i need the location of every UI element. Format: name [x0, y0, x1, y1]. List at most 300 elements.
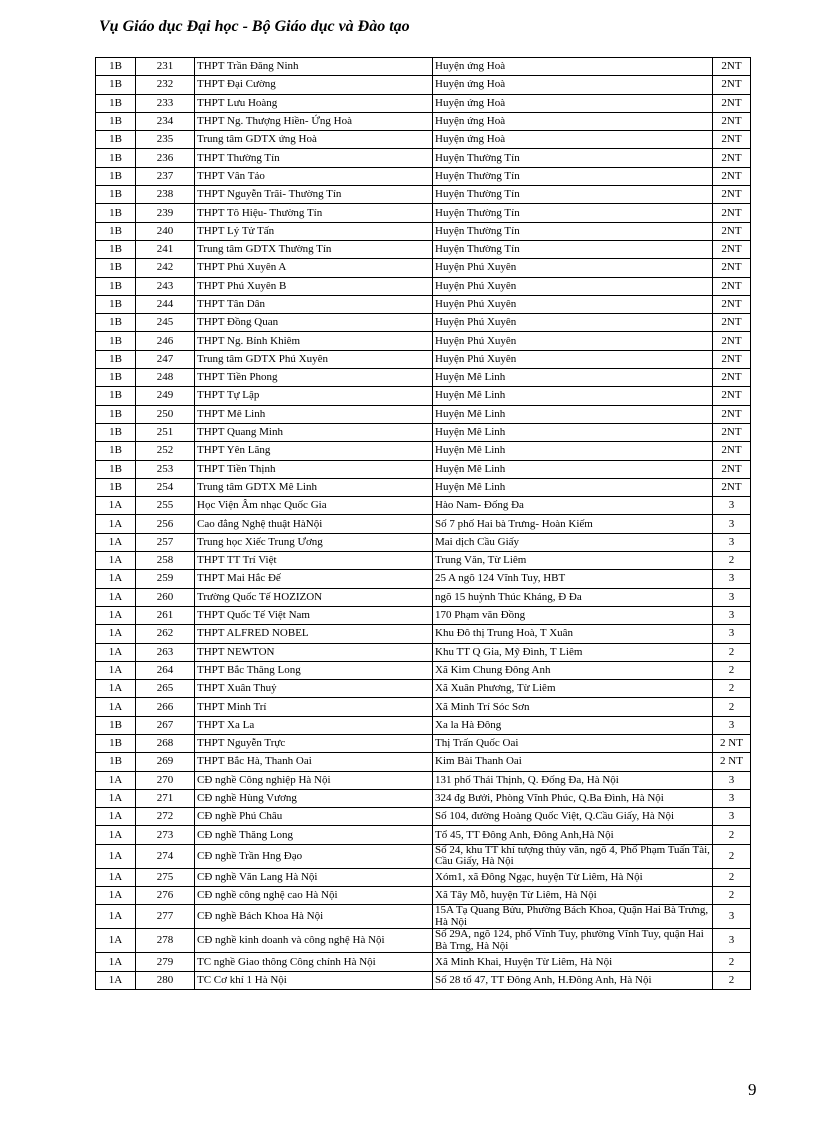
- region-cell: 1B: [96, 734, 136, 752]
- school-name-cell: THPT Ng. Thượng Hiền- Ứng Hoà: [195, 112, 433, 130]
- table-row: [96, 478, 751, 496]
- table-row: [96, 350, 751, 368]
- school-name-cell: TC nghề Giao thông Công chính Hà Nội: [195, 953, 433, 971]
- priority-cell: 2NT: [713, 442, 751, 460]
- table-row: [96, 76, 751, 94]
- address-cell: Huyện ứng Hoà: [433, 58, 713, 76]
- school-name-cell: Trung tâm GDTX Thường Tín: [195, 240, 433, 258]
- school-name-cell: Học Viện Âm nhạc Quốc Gia: [195, 497, 433, 515]
- school-name-cell: Trung học Xiếc Trung Ương: [195, 533, 433, 551]
- table-row: [96, 186, 751, 204]
- school-code-cell: 263: [136, 643, 195, 661]
- table-row: [96, 387, 751, 405]
- region-cell: 1A: [96, 552, 136, 570]
- school-code-cell: 238: [136, 186, 195, 204]
- school-code-cell: 234: [136, 112, 195, 130]
- address-cell: Trung Văn, Từ Liêm: [433, 552, 713, 570]
- priority-cell: 2NT: [713, 167, 751, 185]
- table-row: [96, 442, 751, 460]
- priority-cell: 3: [713, 771, 751, 789]
- address-cell: Huyện Mê Linh: [433, 369, 713, 387]
- region-cell: 1A: [96, 929, 136, 953]
- school-name-cell: THPT Lưu Hoàng: [195, 94, 433, 112]
- region-cell: 1B: [96, 167, 136, 185]
- table-row: [96, 332, 751, 350]
- table-row: [96, 314, 751, 332]
- table-row: [96, 570, 751, 588]
- address-cell: Huyện Phú Xuyên: [433, 295, 713, 313]
- table-row: [96, 905, 751, 929]
- address-cell: Khu TT Q Gia, Mỹ Đình, T Liêm: [433, 643, 713, 661]
- school-name-cell: THPT Nguyễn Trãi- Thường Tín: [195, 186, 433, 204]
- school-name-cell: THPT Nguyễn Trực: [195, 734, 433, 752]
- school-name-cell: THPT Bắc Thăng Long: [195, 661, 433, 679]
- table-row: [96, 497, 751, 515]
- school-code-cell: 261: [136, 606, 195, 624]
- school-code-cell: 251: [136, 423, 195, 441]
- table-row: [96, 204, 751, 222]
- priority-cell: 2NT: [713, 94, 751, 112]
- school-code-cell: 248: [136, 369, 195, 387]
- table-row: [96, 625, 751, 643]
- school-name-cell: CĐ nghề công nghệ cao Hà Nội: [195, 887, 433, 905]
- priority-cell: 2NT: [713, 295, 751, 313]
- address-cell: Xa la Hà Đông: [433, 716, 713, 734]
- school-name-cell: THPT Tiền Thịnh: [195, 460, 433, 478]
- school-name-cell: THPT Mê Linh: [195, 405, 433, 423]
- school-name-cell: THPT Bắc Hà, Thanh Oai: [195, 753, 433, 771]
- table-row: [96, 460, 751, 478]
- region-cell: 1B: [96, 204, 136, 222]
- school-name-cell: Cao đẳng Nghệ thuật HàNội: [195, 515, 433, 533]
- address-cell: Huyện Mê Linh: [433, 478, 713, 496]
- address-cell: Huyện ứng Hoà: [433, 112, 713, 130]
- priority-cell: 2: [713, 887, 751, 905]
- region-cell: 1A: [96, 698, 136, 716]
- school-code-cell: 250: [136, 405, 195, 423]
- school-name-cell: THPT Ng. Bỉnh Khiêm: [195, 332, 433, 350]
- table-row: [96, 94, 751, 112]
- priority-cell: 2: [713, 680, 751, 698]
- school-code-cell: 273: [136, 826, 195, 844]
- address-cell: Huyện Phú Xuyên: [433, 277, 713, 295]
- school-code-cell: 240: [136, 222, 195, 240]
- school-name-cell: TC Cơ khí 1 Hà Nội: [195, 971, 433, 989]
- school-code-cell: 247: [136, 350, 195, 368]
- priority-cell: 2: [713, 643, 751, 661]
- school-code-cell: 254: [136, 478, 195, 496]
- address-cell: ngõ 15 huỳnh Thúc Kháng, Đ Đa: [433, 588, 713, 606]
- region-cell: 1B: [96, 460, 136, 478]
- school-code-cell: 267: [136, 716, 195, 734]
- school-code-cell: 245: [136, 314, 195, 332]
- table-row: [96, 131, 751, 149]
- region-cell: 1A: [96, 808, 136, 826]
- school-name-cell: THPT Đồng Quan: [195, 314, 433, 332]
- school-name-cell: Trung tâm GDTX ứng Hoà: [195, 131, 433, 149]
- table-row: [96, 295, 751, 313]
- table-row: [96, 698, 751, 716]
- region-cell: 1A: [96, 515, 136, 533]
- address-cell: Mai dịch Cầu Giấy: [433, 533, 713, 551]
- school-name-cell: Trường Quốc Tế HOZIZON: [195, 588, 433, 606]
- region-cell: 1A: [96, 905, 136, 929]
- priority-cell: 3: [713, 533, 751, 551]
- priority-cell: 2 NT: [713, 734, 751, 752]
- region-cell: 1A: [96, 625, 136, 643]
- priority-cell: 2: [713, 868, 751, 886]
- school-name-cell: CĐ nghề Trần Hng Đạo: [195, 844, 433, 868]
- school-code-cell: 268: [136, 734, 195, 752]
- school-code-cell: 259: [136, 570, 195, 588]
- priority-cell: 2: [713, 953, 751, 971]
- address-cell: Huyện Thường Tín: [433, 240, 713, 258]
- school-code-cell: 274: [136, 844, 195, 868]
- region-cell: 1B: [96, 112, 136, 130]
- school-code-cell: 280: [136, 971, 195, 989]
- school-code-cell: 231: [136, 58, 195, 76]
- address-cell: 25 A ngõ 124 Vĩnh Tuy, HBT: [433, 570, 713, 588]
- region-cell: 1B: [96, 405, 136, 423]
- school-code-cell: 272: [136, 808, 195, 826]
- school-name-cell: CĐ nghề Thăng Long: [195, 826, 433, 844]
- priority-cell: 2NT: [713, 76, 751, 94]
- priority-cell: 3: [713, 515, 751, 533]
- priority-cell: 2 NT: [713, 753, 751, 771]
- table-row: [96, 971, 751, 989]
- priority-cell: 2NT: [713, 350, 751, 368]
- table-row: [96, 868, 751, 886]
- school-code-cell: 270: [136, 771, 195, 789]
- table-row: [96, 753, 751, 771]
- address-cell: Số 29A, ngõ 124, phố Vĩnh Tuy, phường Vĩnh Tuy, quận Hai Bà Trng, Hà Nội: [433, 929, 713, 953]
- address-cell: Kim Bài Thanh Oai: [433, 753, 713, 771]
- address-cell: Số 24, khu TT khí tượng thủy văn, ngõ 4, Phố Phạm Tuấn Tài, Cầu Giấy, Hà Nội: [433, 844, 713, 868]
- school-code-cell: 239: [136, 204, 195, 222]
- address-cell: Huyện Phú Xuyên: [433, 314, 713, 332]
- priority-cell: 2: [713, 661, 751, 679]
- address-cell: Huyện Thường Tín: [433, 167, 713, 185]
- region-cell: 1B: [96, 369, 136, 387]
- priority-cell: 2: [713, 844, 751, 868]
- priority-cell: 2: [713, 698, 751, 716]
- school-name-cell: THPT Mai Hắc Đế: [195, 570, 433, 588]
- table-row: [96, 405, 751, 423]
- region-cell: 1A: [96, 533, 136, 551]
- region-cell: 1A: [96, 868, 136, 886]
- school-code-cell: 265: [136, 680, 195, 698]
- region-cell: 1B: [96, 186, 136, 204]
- school-name-cell: THPT Tự Lập: [195, 387, 433, 405]
- region-cell: 1B: [96, 222, 136, 240]
- table-row: [96, 789, 751, 807]
- table-row: [96, 515, 751, 533]
- region-cell: 1B: [96, 442, 136, 460]
- address-cell: Khu Đô thị Trung Hoà, T Xuân: [433, 625, 713, 643]
- table-row: [96, 112, 751, 130]
- priority-cell: 2: [713, 971, 751, 989]
- address-cell: Huyện Phú Xuyên: [433, 350, 713, 368]
- region-cell: 1A: [96, 497, 136, 515]
- address-cell: 324 đg Bưởi, Phòng Vĩnh Phúc, Q.Ba Đình, Hà Nội: [433, 789, 713, 807]
- address-cell: Xã Minh Trí Sóc Sơn: [433, 698, 713, 716]
- address-cell: Xóm1, xã Đông Ngạc, huyện Từ Liêm, Hà Nội: [433, 868, 713, 886]
- priority-cell: 2NT: [713, 387, 751, 405]
- table-row: [96, 58, 751, 76]
- address-cell: Huyện Mê Linh: [433, 405, 713, 423]
- address-cell: Thị Trấn Quốc Oai: [433, 734, 713, 752]
- priority-cell: 2: [713, 552, 751, 570]
- school-table-body: [96, 58, 751, 990]
- address-cell: Tổ 45, TT Đông Anh, Đông Anh,Hà Nội: [433, 826, 713, 844]
- school-name-cell: THPT ALFRED NOBEL: [195, 625, 433, 643]
- priority-cell: 3: [713, 808, 751, 826]
- region-cell: 1B: [96, 350, 136, 368]
- school-name-cell: THPT Tân Dân: [195, 295, 433, 313]
- region-cell: 1B: [96, 259, 136, 277]
- school-name-cell: THPT Quốc Tế Việt Nam: [195, 606, 433, 624]
- school-name-cell: THPT Xa La: [195, 716, 433, 734]
- address-cell: Huyện Mê Linh: [433, 460, 713, 478]
- region-cell: 1A: [96, 661, 136, 679]
- school-name-cell: CĐ nghề Phú Châu: [195, 808, 433, 826]
- school-code-cell: 242: [136, 259, 195, 277]
- address-cell: Xã Minh Khai, Huyện Từ Liêm, Hà Nội: [433, 953, 713, 971]
- address-cell: 170 Phạm văn Đồng: [433, 606, 713, 624]
- priority-cell: 2NT: [713, 186, 751, 204]
- school-table-container: [95, 57, 751, 990]
- priority-cell: 2NT: [713, 222, 751, 240]
- region-cell: 1B: [96, 716, 136, 734]
- table-row: [96, 167, 751, 185]
- school-name-cell: THPT Tiền Phong: [195, 369, 433, 387]
- school-name-cell: THPT Yên Lãng: [195, 442, 433, 460]
- table-row: [96, 552, 751, 570]
- priority-cell: 2NT: [713, 478, 751, 496]
- priority-cell: 2NT: [713, 204, 751, 222]
- address-cell: Huyện Mê Linh: [433, 423, 713, 441]
- school-name-cell: THPT Vân Tảo: [195, 167, 433, 185]
- region-cell: 1B: [96, 149, 136, 167]
- priority-cell: 2NT: [713, 240, 751, 258]
- region-cell: 1B: [96, 277, 136, 295]
- school-code-cell: 256: [136, 515, 195, 533]
- table-row: [96, 844, 751, 868]
- table-row: [96, 277, 751, 295]
- table-row: [96, 259, 751, 277]
- table-row: [96, 240, 751, 258]
- priority-cell: 3: [713, 625, 751, 643]
- table-row: [96, 643, 751, 661]
- school-name-cell: THPT Tô Hiệu- Thường Tín: [195, 204, 433, 222]
- table-row: [96, 716, 751, 734]
- school-code-cell: 241: [136, 240, 195, 258]
- school-name-cell: THPT Xuân Thuỷ: [195, 680, 433, 698]
- table-row: [96, 149, 751, 167]
- school-code-cell: 279: [136, 953, 195, 971]
- priority-cell: 2NT: [713, 405, 751, 423]
- table-row: [96, 606, 751, 624]
- school-code-cell: 276: [136, 887, 195, 905]
- school-code-cell: 253: [136, 460, 195, 478]
- region-cell: 1B: [96, 94, 136, 112]
- region-cell: 1A: [96, 826, 136, 844]
- priority-cell: 2NT: [713, 460, 751, 478]
- school-name-cell: CĐ nghề Văn Lang Hà Nội: [195, 868, 433, 886]
- school-name-cell: THPT Thường Tín: [195, 149, 433, 167]
- address-cell: Huyện Thường Tín: [433, 222, 713, 240]
- table-row: [96, 826, 751, 844]
- address-cell: Huyện Thường Tín: [433, 186, 713, 204]
- school-code-cell: 246: [136, 332, 195, 350]
- priority-cell: 2NT: [713, 369, 751, 387]
- region-cell: 1B: [96, 240, 136, 258]
- school-code-cell: 269: [136, 753, 195, 771]
- region-cell: 1B: [96, 295, 136, 313]
- table-row: [96, 771, 751, 789]
- table-row: [96, 734, 751, 752]
- table-row: [96, 929, 751, 953]
- table-row: [96, 222, 751, 240]
- region-cell: 1B: [96, 131, 136, 149]
- school-code-cell: 266: [136, 698, 195, 716]
- address-cell: Hào Nam- Đống Đa: [433, 497, 713, 515]
- priority-cell: 2NT: [713, 314, 751, 332]
- region-cell: 1A: [96, 643, 136, 661]
- priority-cell: 3: [713, 497, 751, 515]
- school-name-cell: THPT Quang Minh: [195, 423, 433, 441]
- address-cell: Huyện ứng Hoà: [433, 76, 713, 94]
- region-cell: 1B: [96, 423, 136, 441]
- school-name-cell: Trung tâm GDTX Mê Linh: [195, 478, 433, 496]
- school-code-cell: 255: [136, 497, 195, 515]
- priority-cell: 2NT: [713, 112, 751, 130]
- table-row: [96, 808, 751, 826]
- address-cell: Huyện ứng Hoà: [433, 131, 713, 149]
- region-cell: 1A: [96, 953, 136, 971]
- address-cell: Huyện Mê Linh: [433, 442, 713, 460]
- address-cell: Huyện Thường Tín: [433, 204, 713, 222]
- priority-cell: 3: [713, 789, 751, 807]
- document-header: Vụ Giáo dục Đại học - Bộ Giáo dục và Đào tạo: [99, 18, 410, 35]
- school-code-cell: 232: [136, 76, 195, 94]
- table-row: [96, 588, 751, 606]
- priority-cell: 2NT: [713, 332, 751, 350]
- school-name-cell: CĐ nghề kinh doanh và công nghệ Hà Nội: [195, 929, 433, 953]
- school-name-cell: CĐ nghề Công nghiệp Hà Nội: [195, 771, 433, 789]
- school-code-cell: 243: [136, 277, 195, 295]
- priority-cell: 3: [713, 905, 751, 929]
- address-cell: Huyện Thường Tín: [433, 149, 713, 167]
- school-code-cell: 264: [136, 661, 195, 679]
- school-name-cell: THPT Đại Cường: [195, 76, 433, 94]
- table-row: [96, 680, 751, 698]
- school-code-cell: 260: [136, 588, 195, 606]
- school-name-cell: CĐ nghề Hùng Vương: [195, 789, 433, 807]
- priority-cell: 3: [713, 588, 751, 606]
- priority-cell: 3: [713, 570, 751, 588]
- region-cell: 1B: [96, 314, 136, 332]
- priority-cell: 2NT: [713, 277, 751, 295]
- region-cell: 1A: [96, 789, 136, 807]
- priority-cell: 2NT: [713, 259, 751, 277]
- page-number: 9: [748, 1080, 757, 1099]
- priority-cell: 3: [713, 929, 751, 953]
- school-code-cell: 258: [136, 552, 195, 570]
- address-cell: Huyện Mê Linh: [433, 387, 713, 405]
- address-cell: Số 28 tổ 47, TT Đông Anh, H.Đông Anh, Hà Nội: [433, 971, 713, 989]
- priority-cell: 2NT: [713, 149, 751, 167]
- region-cell: 1A: [96, 844, 136, 868]
- priority-cell: 2NT: [713, 131, 751, 149]
- school-code-cell: 236: [136, 149, 195, 167]
- table-row: [96, 369, 751, 387]
- region-cell: 1A: [96, 680, 136, 698]
- school-code-cell: 275: [136, 868, 195, 886]
- school-name-cell: CĐ nghề Bách Khoa Hà Nội: [195, 905, 433, 929]
- school-name-cell: THPT TT Trí Việt: [195, 552, 433, 570]
- table-row: [96, 661, 751, 679]
- school-name-cell: THPT Phú Xuyên B: [195, 277, 433, 295]
- region-cell: 1A: [96, 887, 136, 905]
- address-cell: Huyện Phú Xuyên: [433, 259, 713, 277]
- school-code-cell: 278: [136, 929, 195, 953]
- table-row: [96, 533, 751, 551]
- address-cell: Số 7 phố Hai bà Trưng- Hoàn Kiếm: [433, 515, 713, 533]
- priority-cell: 3: [713, 716, 751, 734]
- school-name-cell: THPT Lý Tử Tấn: [195, 222, 433, 240]
- region-cell: 1A: [96, 570, 136, 588]
- school-code-cell: 257: [136, 533, 195, 551]
- address-cell: Xã Xuân Phương, Từ Liêm: [433, 680, 713, 698]
- school-code-cell: 249: [136, 387, 195, 405]
- region-cell: 1B: [96, 753, 136, 771]
- region-cell: 1B: [96, 76, 136, 94]
- school-table: [95, 57, 751, 990]
- address-cell: Số 104, đường Hoàng Quốc Việt, Q.Cầu Giấy, Hà Nội: [433, 808, 713, 826]
- school-code-cell: 235: [136, 131, 195, 149]
- school-code-cell: 252: [136, 442, 195, 460]
- school-name-cell: Trung tâm GDTX Phú Xuyên: [195, 350, 433, 368]
- address-cell: Huyện ứng Hoà: [433, 94, 713, 112]
- school-name-cell: THPT NEWTON: [195, 643, 433, 661]
- school-code-cell: 233: [136, 94, 195, 112]
- address-cell: Xã Kim Chung Đông Anh: [433, 661, 713, 679]
- region-cell: 1A: [96, 971, 136, 989]
- school-code-cell: 277: [136, 905, 195, 929]
- address-cell: 131 phố Thái Thịnh, Q. Đống Đa, Hà Nội: [433, 771, 713, 789]
- priority-cell: 2NT: [713, 58, 751, 76]
- region-cell: 1B: [96, 478, 136, 496]
- region-cell: 1B: [96, 387, 136, 405]
- region-cell: 1A: [96, 606, 136, 624]
- region-cell: 1A: [96, 771, 136, 789]
- priority-cell: 2NT: [713, 423, 751, 441]
- address-cell: Xã Tây Mỗ, huyện Từ Liêm, Hà Nội: [433, 887, 713, 905]
- address-cell: 15A Tạ Quang Bửu, Phường Bách Khoa, Quận Hai Bà Trưng, Hà Nội: [433, 905, 713, 929]
- school-name-cell: THPT Trần Đăng Ninh: [195, 58, 433, 76]
- school-name-cell: THPT Phú Xuyên A: [195, 259, 433, 277]
- address-cell: Huyện Phú Xuyên: [433, 332, 713, 350]
- region-cell: 1A: [96, 588, 136, 606]
- school-code-cell: 262: [136, 625, 195, 643]
- table-row: [96, 423, 751, 441]
- school-name-cell: THPT Minh Trí: [195, 698, 433, 716]
- priority-cell: 2: [713, 826, 751, 844]
- region-cell: 1B: [96, 332, 136, 350]
- school-code-cell: 237: [136, 167, 195, 185]
- table-row: [96, 953, 751, 971]
